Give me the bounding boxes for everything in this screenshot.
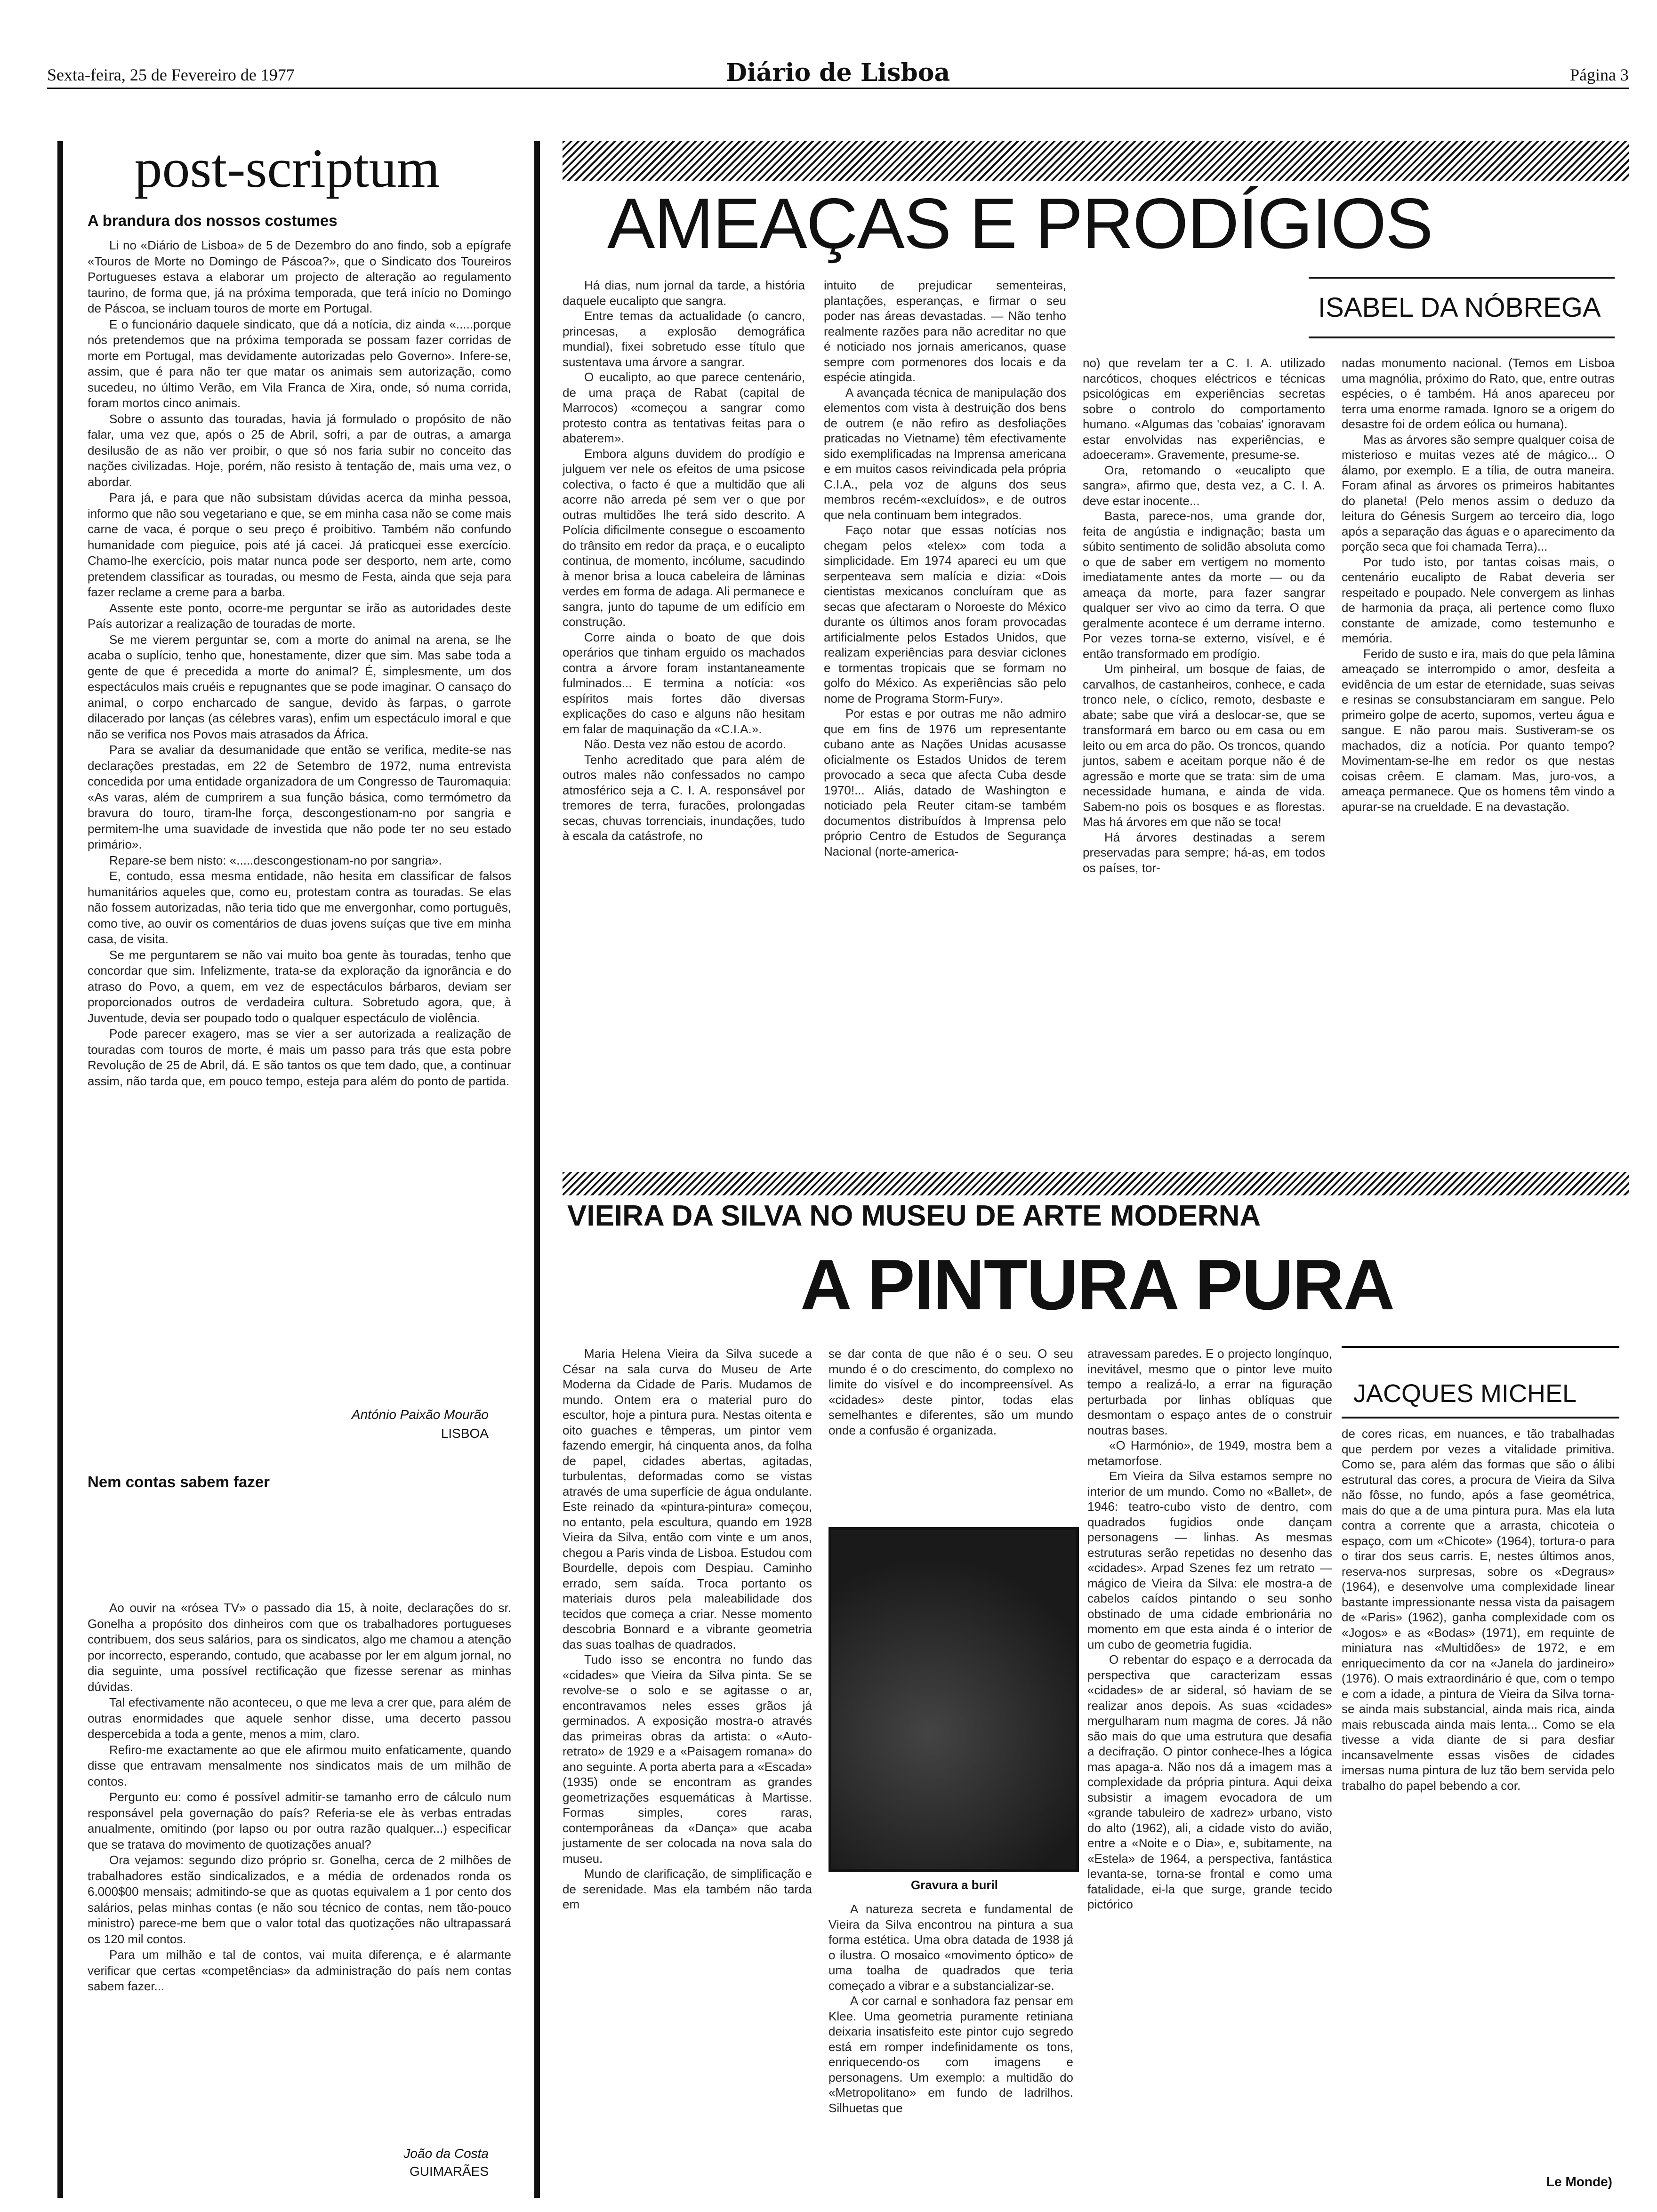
article2-column-2-top bbox=[828, 1346, 1073, 1438]
article1-paragraph: Não. Desta vez não estou de acordo. bbox=[584, 737, 787, 751]
article1-paragraph: no) que revelam ter a C. I. A. utilizado narcóticos, choques eléctricos e técnicas psicológicas em experiências secretas sobre o controlo do comportamento humano. «Algumas das 'cobaias' ignoravam estar envolvidas nas experiências, e adoeceram». Gravemente, presume-se. bbox=[1083, 356, 1325, 462]
article1-paragraph: Basta, parece-nos, uma grande dor, feita de angústia e indignação; basta um súbito sentimento de solidão absoluta como o que de saber em vertigem no momento imediatamente antes da morte — ou da ameaça da morte, para fazer sangrar qualquer ser vivo ao cimo da terra. O que geralmente acontece é um derrame interno. Por vezes torna-se externo, visível, e é então transformado em prodígio. bbox=[1083, 509, 1325, 661]
article1-author-rule bbox=[1309, 277, 1615, 279]
story1-paragraph: Pode parecer exagero, mas se vier a ser autorizada a realização de touradas com touros de morte, é mais um passo para trás que esta pobre Revolução de 25 de Abril, dá. E são tantos os que tem dado, que, a continuar assim, não tarda que, em pouco tempo, esteja para além do ponto de partida. bbox=[88, 1026, 511, 1088]
article2-column-2-bottom bbox=[828, 1901, 1073, 2116]
story2-paragraph: Refiro-me exactamente ao que ele afirmou muito enfaticamente, quando disse que entravam mensalmente nos sindicatos mais de um milhão de contos. bbox=[88, 1742, 511, 1788]
article1-paragraph: Ferido de susto e ira, mais do que pela lâmina ameaçado se interrompido o amor, desfeita a evidência de um estar de eternidade, suas seivas e resinas se consubstanciaram em sangue. Pelo primeiro golpe de acerto, supomos, verteu água e sangue. E não parou mais. Sustiveram-se os machados, diz a notícia. Por quanto tempo? Movimentam-se-lhe em redor os que nestas coisas crêem. E clamam. Mas, juro-vos, a ameaça permanece. Que os homens têm vindo a apurar-se na crueldade. E na devastação. bbox=[1342, 646, 1615, 814]
article1-column-4 bbox=[1342, 355, 1615, 814]
masthead-page: Página 3 bbox=[1570, 65, 1629, 84]
article1-column-2 bbox=[824, 278, 1066, 859]
article2-column-4 bbox=[1342, 1426, 1615, 1793]
story1-place: LISBOA bbox=[441, 1426, 489, 1441]
story1-paragraph: Se me perguntarem se não vai muito boa gente às touradas, tenho que concordar que sim. Infelizmente, trata-se da exploração da ignorância e do atraso do Povo, a quem, em vez de espectáculos bárbaros, deviam ser proporcionados outros de verdadeira cultura. Sobretudo agora, que, à Juventude, devia ser poupado todo o qualquer espectáculo de violência. bbox=[88, 947, 511, 1025]
story2-paragraph: Tal efectivamente não aconteceu, o que me leva a crer que, para além de outras enormidades que aquele senhor disse, uma decerto passou despercebida a toda a gente, menos a mim, claro. bbox=[88, 1695, 511, 1741]
story1-paragraph: Se me vierem perguntar se, com a morte do animal na arena, se lhe acaba o suplício, tenho que, honestamente, dizer que sim. Mas sabe toda a gente de que é precedida a morte do animal? É, simplesmente, um dos espectáculos mais cruéis e repugnantes que se pode imaginar. O cansaço do animal, o corpo encharcado de sangue, devido às farpas, o garrote dilacerado por lanças (as célebres varas), enfim um espectáculo imoral e que não se verifica nos Povos mais atrasados da África. bbox=[88, 632, 511, 741]
article1-paragraph: Por tudo isto, por tantas coisas mais, o centenário eucalipto de Rabat deveria ser respeitado e poupado. Nele convergem as linhas de harmonia da praça, ali pertence como fluxo constante de amizade, como testemunho e memória. bbox=[1342, 554, 1615, 645]
article1-author-rule-bottom bbox=[1309, 337, 1615, 338]
article2-paragraph: atravessam paredes. E o projecto longínquo, inevitável, mesmo que o pintor leve muito tempo a realizá-lo, a errar na figuração perturbada por linhas oblíquas que desmontam o espaço antes de o construir noutras bases. bbox=[1087, 1346, 1332, 1437]
engraving-caption: Gravura a buril bbox=[911, 1878, 998, 1892]
article2-title: A PINTURA PURA bbox=[800, 1245, 1394, 1325]
article2-paragraph: «O Harmónio», de 1949, mostra bem a metamorfose. bbox=[1087, 1438, 1332, 1468]
article2-paragraph: se dar conta de que não é o seu. O seu mundo é o do crescimento, do complexo no limite do visível e do incompreensível. As «cidades» deste pintor, todas elas semelhantes e diferentes, são um mundo onde a confusão é organizada. bbox=[828, 1346, 1073, 1437]
article2-column-1 bbox=[563, 1346, 812, 1912]
story2-body bbox=[88, 1600, 511, 1995]
story2-headline: Nem contas sabem fazer bbox=[88, 1473, 270, 1491]
article2-paragraph: A cor carnal e sonhadora faz pensar em Klee. Uma geometria puramente retiniana deixaria insatisfeito este pintor cujo segredo está em romper indefinidamente os tons, enriquecendo-os com imagens e personagens. Um exemplo: a multidão do «Metropolitano» em fundo de ladrilhos. Silhuetas que bbox=[828, 1994, 1073, 2115]
article2-author-rule bbox=[1342, 1346, 1619, 1348]
article2-paragraph: de cores ricas, em nuances, e tão trabalhadas que perdem por vezes a vitalidade primitiva. Como se, para além das formas que são o álibi estrutural das cores, a procura de Vieira da Silva não fôsse, no fundo, após a fase geométrica, mais do que a de uma pintura pura. Mas ela luta contra a corrente que a arrasta, chicoteia o espaço, com um «Chicote» (1964), tortura-o para o tirar dos seus carris. E, nestes últimos anos, reserva-nos surpresas, sobre os «Degraus» (1964), e desenvolve uma complexidade linear bastante impressionante nessa vista da paisagem de «Paris» (1962), ganha complexidade com os «Jogos» e as «Bodas» (1971), em requinte de miniatura nas «Multidões» de 1972, e em enriquecimento da cor na «Janela do jardineiro» (1976). O mais extraordinário é que, com o tempo e com a idade, a pintura de Vieira da Silva torna-se ainda mais substancial, ainda mais rica, ainda mais rebuscada ainda mais lenta... Como se ela tivesse a vida diante de si para desfiar incansavelmente essas visões de cidades imersas numa pintura de luz tão bem servida pelo trabalho do papel bebendo a cor. bbox=[1342, 1427, 1615, 1793]
postscriptum-title: post-scriptum bbox=[134, 137, 440, 199]
masthead-newspaper: Diário de Lisboa bbox=[725, 58, 950, 87]
story1-paragraph: Para já, e para que não subsistam dúvidas acerca da minha pessoa, informo que não sou vegetariano e que, se em minha casa não se come mais carne de vaca, é porque o seu preço é proibitivo. Também não confundo humanidade com pieguice, pois até já cacei. Já praticquei esse exercício. Chamo-lhe exercício, pois matar nunca pode ser desporto, nem arte, como pretendem classificar as touradas, ou mesmo de Festa, ainda que seja para fazer reclame a creme para a barba. bbox=[88, 490, 511, 599]
story2-paragraph: Ora vejamos: segundo dizo próprio sr. Gonelha, cerca de 2 milhões de trabalhadores estão sindicalizados, e a média de ordenados ronda os 6.000$00 mensais; admitindo-se que as quotas equivalem a 1 por cento dos salários, pelas minhas contas (e não sou técnico de contas, nem tão-pouco ministro) parece-me bem que o valor total das quotizações não ultrapassará os 120 mil contos. bbox=[88, 1853, 511, 1946]
story1-paragraph: Li no «Diário de Lisboa» de 5 de Dezembro do ano findo, sob a epígrafe «Touros de Morte no Domingo de Páscoa?», que o Sindicato dos Toureiros Portugueses estava a elaborar um projecto de alteração ao regulamento taurino, de forma que, já na próxima temporada, que terá início no Domingo de Páscoa, se incluam touros de morte em Portugal. bbox=[88, 238, 511, 315]
article2-column-3 bbox=[1087, 1346, 1332, 1912]
story1-paragraph: Assente este ponto, ocorre-me perguntar se irão as autoridades deste País autorizar a realização de touradas de morte. bbox=[88, 601, 511, 631]
story1-signature: António Paixão Mourão bbox=[351, 1407, 489, 1422]
article2-hatch-band bbox=[563, 1172, 1629, 1195]
story2-signature: João da Costa bbox=[403, 2146, 489, 2161]
article1-paragraph: intuito de prejudicar sementeiras, plantações, esperanças, e firmar o seu poder nas áreas devastadas. — Não tenho realmente razões para não acreditar no que é noticiado nos jornais americanos, quase sempre com pormenores dos locais e da espécie atingida. bbox=[824, 278, 1066, 384]
article1-column-3 bbox=[1083, 355, 1325, 875]
article2-author: JACQUES MICHEL bbox=[1353, 1379, 1577, 1408]
story1-paragraph: Sobre o assunto das touradas, havia já formulado o propósito de não falar, uma vez que, após o 25 de Abril, sofri, a par de outras, a amarga desilusão de as não ver proibir, o que só nos faria subir no conceito das nações civilizadas. Hoje, porém, não resisto à tentação de, mais uma vez, o abordar. bbox=[88, 411, 511, 489]
article1-column-1 bbox=[563, 278, 805, 844]
story1-paragraph: E, contudo, essa mesma entidade, não hesita em classificar de falsos humanitários aqueles que, como eu, protestam contra as touradas. Se elas não fossem autorizadas, não teria tido que me envergonhar, como português, como tive, ao ouvir os comentários de duas jovens suíças que tive em minha casa, de visita. bbox=[88, 869, 511, 946]
article2-paragraph: A natureza secreta e fundamental de Vieira da Silva encontrou na pintura a sua forma estética. Uma obra datada de 1938 já o ilustra. O mosaico «movimento óptico» de uma toalha de quadrados que teria começado a vibrar e a substancializar-se. bbox=[828, 1902, 1073, 1993]
story2-paragraph: Ao ouvir na «rósea TV» o passado dia 15, à noite, declarações do sr. Gonelha a propósito dos dinheiros com que os trabalhadores portugueses contribuem, dos seus salários, para os sindicatos, algo me chamou a atenção por incorrecto, esperando, contudo, que acabasse por ler em algum jornal, no dia seguinte, uma possível rectificação que fizesse serenar as minhas dúvidas. bbox=[88, 1601, 511, 1694]
story1-paragraph: Repare-se bem nisto: «.....descongestionam-no por sangria». bbox=[109, 853, 442, 867]
story2-paragraph: Pergunto eu: como é possível admitir-se tamanho erro de cálculo num responsável pela governação do país? Referia-se ele às verbas entradas anualmente, omitindo (por lapso ou por outra razão qualquer...) especificar que se tratava do movimento de quotizações anual? bbox=[88, 1790, 511, 1851]
story1-body bbox=[88, 238, 511, 1089]
postscriptum-left-bar bbox=[57, 141, 63, 2198]
article1-paragraph: A avançada técnica de manipulação dos elementos com vista à destruição dos bens de outrem (e não refiro as desfoliações praticadas no Vietname) têm efectivamente sido exemplificadas na Imprensa americana e em muitos casos reivindicada pela própria C.I.A., pela voz de alguns dos seus membros recém-«excluídos», e de outros que nela continuam bem integrados. bbox=[824, 385, 1066, 522]
article2-author-rule-bottom bbox=[1342, 1417, 1619, 1419]
article1-paragraph: O eucalipto, ao que parece centenário, de uma praça de Rabat (capital de Marrocos) «começou a sangrar como protesto contra as tentativas feitas para o abaterem». bbox=[563, 370, 805, 445]
story1-headline: A brandura dos nossos costumes bbox=[88, 212, 338, 229]
article1-paragraph: Entre temas da actualidade (o cancro, princesas, a explosão demográfica mundial), fixei sobretudo esse título que sustentava uma árvore a sangrar. bbox=[563, 309, 805, 369]
article2-paragraph: Maria Helena Vieira da Silva sucede a César na sala curva do Museu de Arte Moderna da Cidade de Paris. Mudamos de mundo. Ontem era o material puro do escultor, hoje a pintura pura. Nestas oitenta e oito guaches e têmperas, um pintor vem fazendo emergir, há cinquenta anos, da folha de papel, cidades abertas, agitadas, turbulentas, deformadas como se vistas através de uma superfície de água ondulante. Este reinado da «pintura-pintura» começou, no entanto, pela escultura, quando em 1928 Vieira da Silva, então com vinte e um anos, chegou a Paris vinda de Lisboa. Estudou com Bourdelle, depois com Despiau. Caminho errado, sem saída. Troca portanto os materiais duros pela maleabilidade dos tecidos que começa a criar. Nesse momento descobria Bonnard e a vibrante geometria das suas toalhas de quadrados. bbox=[563, 1346, 812, 1651]
article1-paragraph: Mas as árvores são sempre qualquer coisa de misterioso e muitas vezes até de mágico... O álamo, por exemplo. E a tília, de outra maneira. Foram afinal as árvores os primeiros habitantes do planeta! (Pelo menos assim o deduzo da leitura do Génesis Surgem ao terceiro dia, logo após a separação das águas e o aparecimento da porção seca que foi chamada Terra)... bbox=[1342, 432, 1615, 553]
engraving-image bbox=[828, 1527, 1079, 1872]
article2-source: Le Monde) bbox=[1546, 2174, 1612, 2189]
article1-paragraph: Por estas e por outras me não admiro que em fins de 1976 um representante cubano ante as Nações Unidas acusasse oficialmente os Estados Unidos de terem provocado a seca que afecta Cuba desde 1970!... Aliás, datado de Washington e noticiado pela Reuter citam-se também documentos distribuídos à Imprensa pelo próprio Centro de Estudos de Segurança Nacional (norte-america- bbox=[824, 706, 1066, 858]
article2-paragraph: Em Vieira da Silva estamos sempre no interior de um mundo. Como no «Ballet», de 1946: teatro-cubo visto de dentro, com quadrados fugidios onde dançam personagens — linhas. As mesmas estruturas serão repetidas no desenho das «cidades». Arpad Szenes fez um retrato — mágico de Vieira da Silva: ele mostra-a de cabelos caídos pintando o seu sonho obstinado de uma cidade embrionária no momento em que esta ainda é o interior de um cubo de geometria fugidia. bbox=[1087, 1469, 1332, 1651]
article2-paragraph: Tudo isso se encontra no fundo das «cidades» que Vieira da Silva pinta. Se se revolve-se o solo e se agitasse o ar, encontravamos neles esses grãos já germinados. A exposição mostra-o através das primeiras obras da artista: o «Auto-retrato» de 1929 e a «Paisagem romana» do ano seguinte. A porta aberta para a «Escada» (1935) onde se encontram as grandes geometrizações esquemáticas à Martisse. Formas simples, cores raras, contemporâneas da «Dança» que acaba justamente de ser colocada na nova sala do museu. bbox=[563, 1652, 812, 1866]
article1-paragraph: Há dias, num jornal da tarde, a história daquele eucalipto que sangra. bbox=[563, 278, 805, 308]
postscriptum-right-bar bbox=[534, 141, 540, 2198]
masthead bbox=[47, 58, 1629, 90]
story1-paragraph: Para se avaliar da desumanidade que então se verifica, medite-se nas declarações prestadas, em 22 de Setembro de 1972, numa entrevista concedida por uma entidade organizadora de um Congresso de Tauromaquia: «As varas, além de cumprirem a sua função básica, como termómetro da bravura do touro, tiram-lhe força, descongestionam-no por sangria e permitem-lhe uma suavidade de investida que não pode ter no seu estado primário». bbox=[88, 743, 511, 851]
article1-paragraph: Tenho acreditado que para além de outros males não confessados no campo atmosférico seja a C. I. A. responsável por tremores de terra, furacões, prolongadas secas, chuvas torrenciais, inundações, tudo à escala da catástrofe, no bbox=[563, 752, 805, 843]
article1-paragraph: Um pinheiral, um bosque de faias, de carvalhos, de castanheiros, conhece, e cada tronco nele, o cíclico, remoto, desbaste e abate; sabe que virá a deslocar-se, que se transformará em barco ou em casa ou em leito ou em arca do pão. Os troncos, quando juntos, sabem e aceitam porque não é de agressão e morte que se trata: sim de uma necessidade humana, e ainda de vida. Sabem-no pois os bosques e as florestas. Mas há árvores em que não se toca! bbox=[1083, 662, 1325, 829]
story1-paragraph: E o funcionário daquele sindicato, que dá a notícia, diz ainda «.....porque nós pretendemos que na próxima temporada se possam fazer corridas de morte em Portugal, mas devidamente autorizadas pelo Governo». Infere-se, assim, que é para não ter que matar os animais sem autorização, como sucedeu, no último Verão, em Vila Franca de Xira, onde, só numa corrida, foram mortos cinco animais. bbox=[88, 317, 511, 410]
article1-paragraph: Corre ainda o boato de que dois operários que tinham erguido os machados contra a árvore foram instantaneamente fulminados... E termina a notícia: «os espíritos mais fortes dão diversas explicações do caso e alguns não hesitam em falar de maquinação da «C.I.A.». bbox=[563, 630, 805, 736]
article1-paragraph: Ora, retomando o «eucalipto que sangra», afirmo que, desta vez, a C. I. A. deve estar inocente... bbox=[1083, 463, 1325, 508]
article1-paragraph: nadas monumento nacional. (Temos em Lisboa uma magnólia, próximo do Rato, que, entre outras espécies, o é também. Há anos apareceu por terra uma enorme ramada. Ignoro se a origem do desastre foi de ordem eólica ou humana). bbox=[1342, 356, 1615, 431]
article1-hatch-band bbox=[563, 141, 1629, 181]
masthead-date: Sexta-feira, 25 de Fevereiro de 1977 bbox=[47, 65, 295, 84]
article1-paragraph: Embora alguns duvidem do prodígio e julguem ver nele os efeitos de uma psicose colectiva, o facto é que a multidão que ali acorre não arreda pé sem ver o que por outras multidões lhe terá sido descrito. A Polícia dificilmente consegue o escoamento do trânsito em redor da praça, e o eucalipto continua, de momento, incólume, sacudindo à menor brisa a louca cabeleira de lâminas verdes em forma de adaga. Ali permanece e sangra, junto do tapume de um edifício em construção. bbox=[563, 446, 805, 629]
article1-author: ISABEL DA NÓBREGA bbox=[1318, 292, 1601, 323]
article1-paragraph: Há árvores destinadas a serem preservadas para sempre; há-as, em todos os países, tor- bbox=[1083, 830, 1325, 875]
article2-paragraph: Mundo de clarificação, de simplificação e de serenidade. Mas ela também não tarda em bbox=[563, 1867, 812, 1911]
masthead-rule bbox=[47, 88, 1629, 89]
article2-paragraph: O rebentar do espaço e a derrocada da perspectiva que caracterizam essas «cidades» de ar sideral, só haviam de se realizar anos depois. As suas «cidades» mergulharam num magma de cores. Já não são mais do que uma estrutura que desafia a decifração. O pintor conhece-lhes a lógica mas apaga-a. Não nos dá a imagem mas a complexidade da própria pintura. Aqui deixa subsistir a imagem evocadora de um «grande tabuleiro de xadrez» urbano, visto do alto (1962), ali, a cidade visto do avião, entre a «Noite e o Dia», e, subitamente, na «Estela» de 1964, a perspectiva, fantástica levanta-se, torna-se frontal e como uma fatalidade, ei-la que surge, grande tecido pictórico bbox=[1087, 1652, 1332, 1911]
story2-place: GUIMARÃES bbox=[409, 2164, 489, 2179]
article1-paragraph: Faço notar que essas notícias nos chegam pelos «telex» com toda a simplicidade. Em 1974 apareci eu um que serpenteava sem malícia e dizia: «Dois cientistas mexicanos concluíram que as secas que afectaram o Noroeste do México durante os últimos anos foram provocadas artificialmente pelos Estados Unidos, que realizam experiências para desviar ciclones e tormentas tropicais que se formam no golfo do México. As experiências são pelo nome de Programa Storm-Fury». bbox=[824, 523, 1066, 705]
article2-kicker: VIEIRA DA SILVA NO MUSEU DE ARTE MODERNA bbox=[567, 1200, 1261, 1232]
story2-paragraph: Para um milhão e tal de contos, vai muita diferença, e é alarmante verificar que certas «competências» da administração do país nem contas sabem fazer... bbox=[88, 1948, 511, 1993]
article1-title: AMEAÇAS E PRODÍGIOS bbox=[607, 184, 1432, 264]
